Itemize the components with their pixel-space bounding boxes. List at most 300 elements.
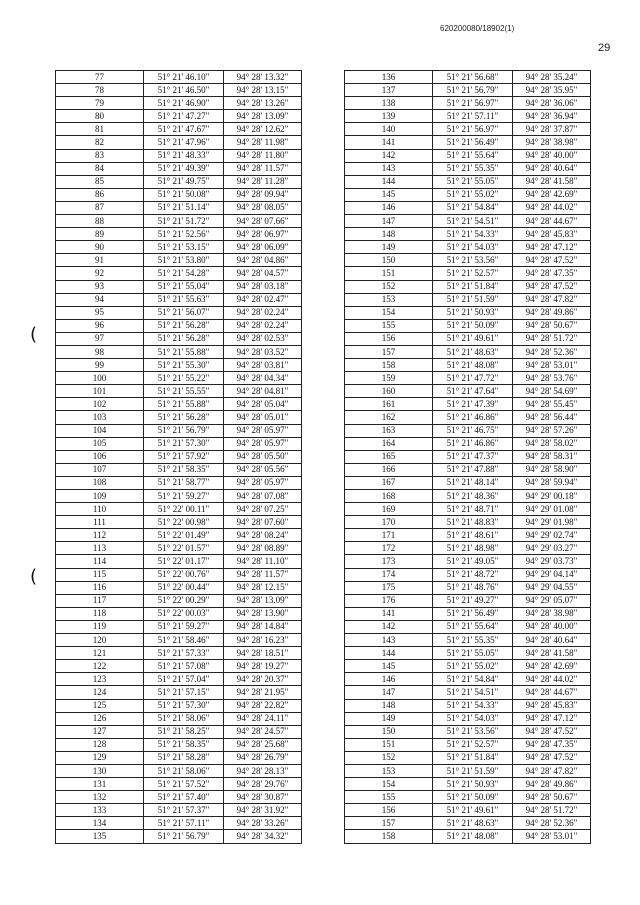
latitude-cell: 51° 21' 56.79" (144, 424, 224, 437)
point-number-cell: 103 (56, 411, 144, 424)
table-row (345, 228, 591, 241)
longitude-cell: 94° 28' 47.52" (513, 280, 591, 293)
latitude-cell: 51° 21' 48.63" (433, 817, 513, 830)
latitude-cell: 51° 21' 47.67" (144, 123, 224, 136)
table-row (345, 804, 591, 817)
point-number-cell: 106 (56, 450, 144, 463)
longitude-cell: 94° 28' 08.24" (224, 529, 302, 542)
table-row (345, 738, 591, 751)
longitude-cell: 94° 28' 44.02" (513, 673, 591, 686)
table-row (56, 751, 302, 764)
longitude-cell: 94° 29' 03.73" (513, 555, 591, 568)
table-row (345, 778, 591, 791)
longitude-cell: 94° 28' 59.94" (513, 476, 591, 489)
point-number-cell: 84 (56, 162, 144, 175)
longitude-cell: 94° 28' 11.80" (224, 149, 302, 162)
longitude-cell: 94° 28' 08.89" (224, 542, 302, 555)
table-row (56, 162, 302, 175)
point-number-cell: 137 (345, 84, 433, 97)
table-row (345, 372, 591, 385)
latitude-cell: 51° 21' 48.36" (433, 490, 513, 503)
latitude-cell: 51° 21' 48.72" (433, 568, 513, 581)
longitude-cell: 94° 28' 44.02" (513, 201, 591, 214)
latitude-cell: 51° 21' 54.51" (433, 215, 513, 228)
point-number-cell: 141 (345, 136, 433, 149)
latitude-cell: 51° 21' 47.72" (433, 372, 513, 385)
latitude-cell: 51° 21' 58.46" (144, 634, 224, 647)
longitude-cell: 94° 28' 20.37" (224, 673, 302, 686)
point-number-cell: 141 (345, 607, 433, 620)
table-row (345, 110, 591, 123)
latitude-cell: 51° 21' 47.27" (144, 110, 224, 123)
latitude-cell: 51° 22' 00.11" (144, 503, 224, 516)
latitude-cell: 51° 21' 48.76" (433, 581, 513, 594)
point-number-cell: 113 (56, 542, 144, 555)
point-number-cell: 173 (345, 555, 433, 568)
point-number-cell: 158 (345, 359, 433, 372)
latitude-cell: 51° 21' 54.33" (433, 228, 513, 241)
longitude-cell: 94° 29' 04.14" (513, 568, 591, 581)
longitude-cell: 94° 28' 05.56" (224, 463, 302, 476)
latitude-cell: 51° 21' 58.35" (144, 463, 224, 476)
point-number-cell: 147 (345, 215, 433, 228)
point-number-cell: 149 (345, 241, 433, 254)
point-number-cell: 101 (56, 385, 144, 398)
point-number-cell: 85 (56, 175, 144, 188)
longitude-cell: 94° 28' 52.36" (513, 345, 591, 358)
point-number-cell: 83 (56, 149, 144, 162)
point-number-cell: 167 (345, 476, 433, 489)
longitude-cell: 94° 28' 26.79" (224, 751, 302, 764)
longitude-cell: 94° 28' 50.67" (513, 791, 591, 804)
latitude-cell: 51° 21' 58.35" (144, 738, 224, 751)
table-row (345, 791, 591, 804)
table-row (56, 110, 302, 123)
table-row (345, 817, 591, 830)
longitude-cell: 94° 28' 33.26" (224, 817, 302, 830)
longitude-cell: 94° 28' 04.81" (224, 385, 302, 398)
point-number-cell: 133 (56, 804, 144, 817)
table-row (345, 568, 591, 581)
latitude-cell: 51° 21' 55.35" (433, 634, 513, 647)
point-number-cell: 140 (345, 123, 433, 136)
point-number-cell: 146 (345, 673, 433, 686)
latitude-cell: 51° 21' 57.52" (144, 778, 224, 791)
table-row (345, 188, 591, 201)
longitude-cell: 94° 28' 38.98" (513, 607, 591, 620)
point-number-cell: 162 (345, 411, 433, 424)
point-number-cell: 114 (56, 555, 144, 568)
margin-mark: ( (30, 324, 38, 345)
latitude-cell: 51° 21' 57.37" (144, 804, 224, 817)
longitude-cell: 94° 28' 44.67" (513, 686, 591, 699)
latitude-cell: 51° 21' 54.28" (144, 267, 224, 280)
table-row (345, 215, 591, 228)
longitude-cell: 94° 28' 40.64" (513, 162, 591, 175)
point-number-cell: 165 (345, 450, 433, 463)
latitude-cell: 51° 21' 55.64" (433, 149, 513, 162)
table-row (345, 673, 591, 686)
point-number-cell: 156 (345, 332, 433, 345)
table-row (56, 411, 302, 424)
longitude-cell: 94° 28' 45.83" (513, 228, 591, 241)
longitude-cell: 94° 28' 06.97" (224, 228, 302, 241)
point-number-cell: 169 (345, 503, 433, 516)
point-number-cell: 147 (345, 686, 433, 699)
point-number-cell: 129 (56, 751, 144, 764)
table-row (56, 293, 302, 306)
table-row (345, 647, 591, 660)
table-row (56, 437, 302, 450)
table-row (345, 503, 591, 516)
point-number-cell: 157 (345, 817, 433, 830)
longitude-cell: 94° 29' 00.18" (513, 490, 591, 503)
point-number-cell: 93 (56, 280, 144, 293)
longitude-cell: 94° 28' 34.32" (224, 830, 302, 843)
table-row (56, 490, 302, 503)
point-number-cell: 153 (345, 764, 433, 777)
longitude-cell: 94° 29' 04.55" (513, 581, 591, 594)
latitude-cell: 51° 21' 56.49" (433, 136, 513, 149)
table-row (56, 607, 302, 620)
table-row (345, 136, 591, 149)
point-number-cell: 161 (345, 398, 433, 411)
table-row (56, 673, 302, 686)
point-number-cell: 130 (56, 764, 144, 777)
latitude-cell: 51° 21' 51.59" (433, 764, 513, 777)
table-row (56, 594, 302, 607)
table-row (56, 463, 302, 476)
point-number-cell: 142 (345, 149, 433, 162)
longitude-cell: 94° 28' 13.15" (224, 84, 302, 97)
longitude-cell: 94° 28' 11.10" (224, 555, 302, 568)
longitude-cell: 94° 28' 05.97" (224, 476, 302, 489)
latitude-cell: 51° 21' 53.56" (433, 725, 513, 738)
table-row (345, 660, 591, 673)
longitude-cell: 94° 28' 13.32" (224, 71, 302, 84)
longitude-cell: 94° 28' 41.58" (513, 647, 591, 660)
point-number-cell: 116 (56, 581, 144, 594)
point-number-cell: 111 (56, 516, 144, 529)
longitude-cell: 94° 28' 30.87" (224, 791, 302, 804)
latitude-cell: 51° 21' 56.28" (144, 332, 224, 345)
table-row (56, 778, 302, 791)
point-number-cell: 153 (345, 293, 433, 306)
point-number-cell: 104 (56, 424, 144, 437)
longitude-cell: 94° 28' 57.26" (513, 424, 591, 437)
point-number-cell: 115 (56, 568, 144, 581)
latitude-cell: 51° 21' 48.98" (433, 542, 513, 555)
table-row (56, 804, 302, 817)
longitude-cell: 94° 28' 47.52" (513, 725, 591, 738)
longitude-cell: 94° 28' 58.31" (513, 450, 591, 463)
longitude-cell: 94° 28' 47.52" (513, 254, 591, 267)
point-number-cell: 145 (345, 660, 433, 673)
table-row (56, 97, 302, 110)
margin-mark: ( (30, 566, 38, 587)
table-row (345, 345, 591, 358)
longitude-cell: 94° 28' 40.00" (513, 149, 591, 162)
longitude-cell: 94° 28' 51.72" (513, 804, 591, 817)
longitude-cell: 94° 28' 38.98" (513, 136, 591, 149)
longitude-cell: 94° 28' 02.53" (224, 332, 302, 345)
table-row (56, 555, 302, 568)
point-number-cell: 108 (56, 476, 144, 489)
longitude-cell: 94° 28' 53.76" (513, 372, 591, 385)
point-number-cell: 96 (56, 319, 144, 332)
latitude-cell: 51° 21' 54.51" (433, 686, 513, 699)
point-number-cell: 151 (345, 738, 433, 751)
point-number-cell: 118 (56, 607, 144, 620)
latitude-cell: 51° 21' 46.75" (433, 424, 513, 437)
table-row (56, 215, 302, 228)
latitude-cell: 51° 21' 58.25" (144, 725, 224, 738)
latitude-cell: 51° 21' 55.63" (144, 293, 224, 306)
point-number-cell: 107 (56, 463, 144, 476)
table-row (345, 516, 591, 529)
table-row (345, 712, 591, 725)
latitude-cell: 51° 21' 55.88" (144, 398, 224, 411)
point-number-cell: 157 (345, 345, 433, 358)
point-number-cell: 122 (56, 660, 144, 673)
point-number-cell: 112 (56, 529, 144, 542)
latitude-cell: 51° 21' 54.84" (433, 201, 513, 214)
latitude-cell: 51° 21' 57.30" (144, 437, 224, 450)
table-row (56, 280, 302, 293)
point-number-cell: 163 (345, 424, 433, 437)
longitude-cell: 94° 28' 53.01" (513, 359, 591, 372)
point-number-cell: 110 (56, 503, 144, 516)
longitude-cell: 94° 29' 02.74" (513, 529, 591, 542)
latitude-cell: 51° 21' 55.02" (433, 660, 513, 673)
latitude-cell: 51° 21' 56.68" (433, 71, 513, 84)
latitude-cell: 51° 21' 57.92" (144, 450, 224, 463)
latitude-cell: 51° 21' 52.57" (433, 267, 513, 280)
point-number-cell: 151 (345, 267, 433, 280)
point-number-cell: 99 (56, 359, 144, 372)
longitude-cell: 94° 28' 04.86" (224, 254, 302, 267)
longitude-cell: 94° 28' 47.35" (513, 267, 591, 280)
longitude-cell: 94° 28' 07.60" (224, 516, 302, 529)
latitude-cell: 51° 21' 59.27" (144, 620, 224, 633)
longitude-cell: 94° 28' 03.81" (224, 359, 302, 372)
point-number-cell: 142 (345, 620, 433, 633)
point-number-cell: 134 (56, 817, 144, 830)
longitude-cell: 94° 28' 49.86" (513, 778, 591, 791)
table-row (56, 345, 302, 358)
longitude-cell: 94° 28' 31.92" (224, 804, 302, 817)
longitude-cell: 94° 28' 04.34" (224, 372, 302, 385)
longitude-cell: 94° 28' 07.66" (224, 215, 302, 228)
longitude-cell: 94° 28' 52.36" (513, 817, 591, 830)
point-number-cell: 94 (56, 293, 144, 306)
latitude-cell: 51° 21' 57.30" (144, 699, 224, 712)
table-row (345, 123, 591, 136)
point-number-cell: 88 (56, 215, 144, 228)
point-number-cell: 77 (56, 71, 144, 84)
latitude-cell: 51° 21' 47.37" (433, 450, 513, 463)
table-row (345, 84, 591, 97)
latitude-cell: 51° 21' 55.35" (433, 162, 513, 175)
point-number-cell: 121 (56, 647, 144, 660)
latitude-cell: 51° 21' 55.30" (144, 359, 224, 372)
longitude-cell: 94° 28' 02.47" (224, 293, 302, 306)
longitude-cell: 94° 28' 16.23" (224, 634, 302, 647)
longitude-cell: 94° 28' 49.86" (513, 306, 591, 319)
latitude-cell: 51° 21' 56.49" (433, 607, 513, 620)
table-row (345, 686, 591, 699)
longitude-cell: 94° 28' 22.82" (224, 699, 302, 712)
latitude-cell: 51° 21' 56.97" (433, 97, 513, 110)
longitude-cell: 94° 29' 01.98" (513, 516, 591, 529)
latitude-cell: 51° 21' 56.07" (144, 306, 224, 319)
point-number-cell: 158 (345, 830, 433, 843)
latitude-cell: 51° 21' 48.14" (433, 476, 513, 489)
latitude-cell: 51° 21' 52.57" (433, 738, 513, 751)
table-row (56, 241, 302, 254)
point-number-cell: 123 (56, 673, 144, 686)
point-number-cell: 132 (56, 791, 144, 804)
table-row (56, 306, 302, 319)
point-number-cell: 131 (56, 778, 144, 791)
point-number-cell: 150 (345, 725, 433, 738)
longitude-cell: 94° 28' 41.58" (513, 175, 591, 188)
latitude-cell: 51° 21' 56.79" (433, 84, 513, 97)
table-row (345, 594, 591, 607)
latitude-cell: 51° 21' 53.56" (433, 254, 513, 267)
table-row (345, 411, 591, 424)
longitude-cell: 94° 28' 05.01" (224, 411, 302, 424)
latitude-cell: 51° 21' 55.22" (144, 372, 224, 385)
table-row (56, 686, 302, 699)
latitude-cell: 51° 21' 48.08" (433, 830, 513, 843)
latitude-cell: 51° 21' 54.03" (433, 712, 513, 725)
latitude-cell: 51° 21' 48.33" (144, 149, 224, 162)
point-number-cell: 154 (345, 778, 433, 791)
latitude-cell: 51° 21' 52.56" (144, 228, 224, 241)
latitude-cell: 51° 21' 49.05" (433, 555, 513, 568)
latitude-cell: 51° 22' 00.76" (144, 568, 224, 581)
table-row (56, 738, 302, 751)
point-number-cell: 166 (345, 463, 433, 476)
latitude-cell: 51° 21' 51.72" (144, 215, 224, 228)
longitude-cell: 94° 28' 14.84" (224, 620, 302, 633)
longitude-cell: 94° 28' 53.01" (513, 830, 591, 843)
point-number-cell: 86 (56, 188, 144, 201)
point-number-cell: 155 (345, 791, 433, 804)
latitude-cell: 51° 21' 49.61" (433, 804, 513, 817)
point-number-cell: 160 (345, 385, 433, 398)
point-number-cell: 176 (345, 594, 433, 607)
latitude-cell: 51° 21' 46.86" (433, 437, 513, 450)
latitude-cell: 51° 21' 49.39" (144, 162, 224, 175)
point-number-cell: 92 (56, 267, 144, 280)
latitude-cell: 51° 21' 56.28" (144, 319, 224, 332)
point-number-cell: 139 (345, 110, 433, 123)
latitude-cell: 51° 21' 58.77" (144, 476, 224, 489)
latitude-cell: 51° 21' 57.15" (144, 686, 224, 699)
latitude-cell: 51° 21' 46.86" (433, 411, 513, 424)
longitude-cell: 94° 28' 19.27" (224, 660, 302, 673)
latitude-cell: 51° 21' 49.27" (433, 594, 513, 607)
latitude-cell: 51° 21' 46.90" (144, 97, 224, 110)
table-row (56, 71, 302, 84)
point-number-cell: 105 (56, 437, 144, 450)
latitude-cell: 51° 22' 01.17" (144, 555, 224, 568)
longitude-cell: 94° 28' 25.68" (224, 738, 302, 751)
table-row (345, 97, 591, 110)
longitude-cell: 94° 28' 21.95" (224, 686, 302, 699)
point-number-cell: 87 (56, 201, 144, 214)
point-number-cell: 148 (345, 228, 433, 241)
table-row (345, 241, 591, 254)
point-number-cell: 127 (56, 725, 144, 738)
longitude-cell: 94° 28' 08.05" (224, 201, 302, 214)
point-number-cell: 82 (56, 136, 144, 149)
table-row (56, 84, 302, 97)
point-number-cell: 144 (345, 647, 433, 660)
longitude-cell: 94° 28' 36.94" (513, 110, 591, 123)
longitude-cell: 94° 28' 47.52" (513, 751, 591, 764)
longitude-cell: 94° 28' 11.57" (224, 162, 302, 175)
table-row (56, 516, 302, 529)
latitude-cell: 51° 21' 57.33" (144, 647, 224, 660)
latitude-cell: 51° 21' 48.61" (433, 529, 513, 542)
point-number-cell: 91 (56, 254, 144, 267)
longitude-cell: 94° 28' 06.09" (224, 241, 302, 254)
point-number-cell: 126 (56, 712, 144, 725)
latitude-cell: 51° 22' 00.03" (144, 607, 224, 620)
latitude-cell: 51° 21' 48.83" (433, 516, 513, 529)
longitude-cell: 94° 28' 05.97" (224, 424, 302, 437)
latitude-cell: 51° 21' 57.11" (144, 817, 224, 830)
longitude-cell: 94° 28' 05.97" (224, 437, 302, 450)
longitude-cell: 94° 28' 07.25" (224, 503, 302, 516)
table-row (56, 332, 302, 345)
latitude-cell: 51° 21' 51.14" (144, 201, 224, 214)
coordinates-table-left (55, 70, 302, 844)
latitude-cell: 51° 21' 55.05" (433, 175, 513, 188)
latitude-cell: 51° 21' 55.04" (144, 280, 224, 293)
point-number-cell: 79 (56, 97, 144, 110)
latitude-cell: 51° 21' 50.09" (433, 791, 513, 804)
table-row (56, 136, 302, 149)
point-number-cell: 171 (345, 529, 433, 542)
point-number-cell: 146 (345, 201, 433, 214)
table-row (345, 175, 591, 188)
coordinates-table-right (344, 70, 591, 844)
latitude-cell: 51° 22' 01.57" (144, 542, 224, 555)
latitude-cell: 51° 22' 00.29" (144, 594, 224, 607)
table-row (56, 542, 302, 555)
table-row (345, 437, 591, 450)
longitude-cell: 94° 28' 47.82" (513, 764, 591, 777)
table-row (56, 254, 302, 267)
table-row (345, 607, 591, 620)
longitude-cell: 94° 28' 05.04" (224, 398, 302, 411)
longitude-cell: 94° 28' 47.82" (513, 293, 591, 306)
point-number-cell: 89 (56, 228, 144, 241)
longitude-cell: 94° 28' 29.76" (224, 778, 302, 791)
table-row (345, 267, 591, 280)
point-number-cell: 156 (345, 804, 433, 817)
point-number-cell: 172 (345, 542, 433, 555)
longitude-cell: 94° 28' 50.67" (513, 319, 591, 332)
table-row (345, 293, 591, 306)
table-row (345, 634, 591, 647)
latitude-cell: 51° 21' 59.27" (144, 490, 224, 503)
point-number-cell: 150 (345, 254, 433, 267)
